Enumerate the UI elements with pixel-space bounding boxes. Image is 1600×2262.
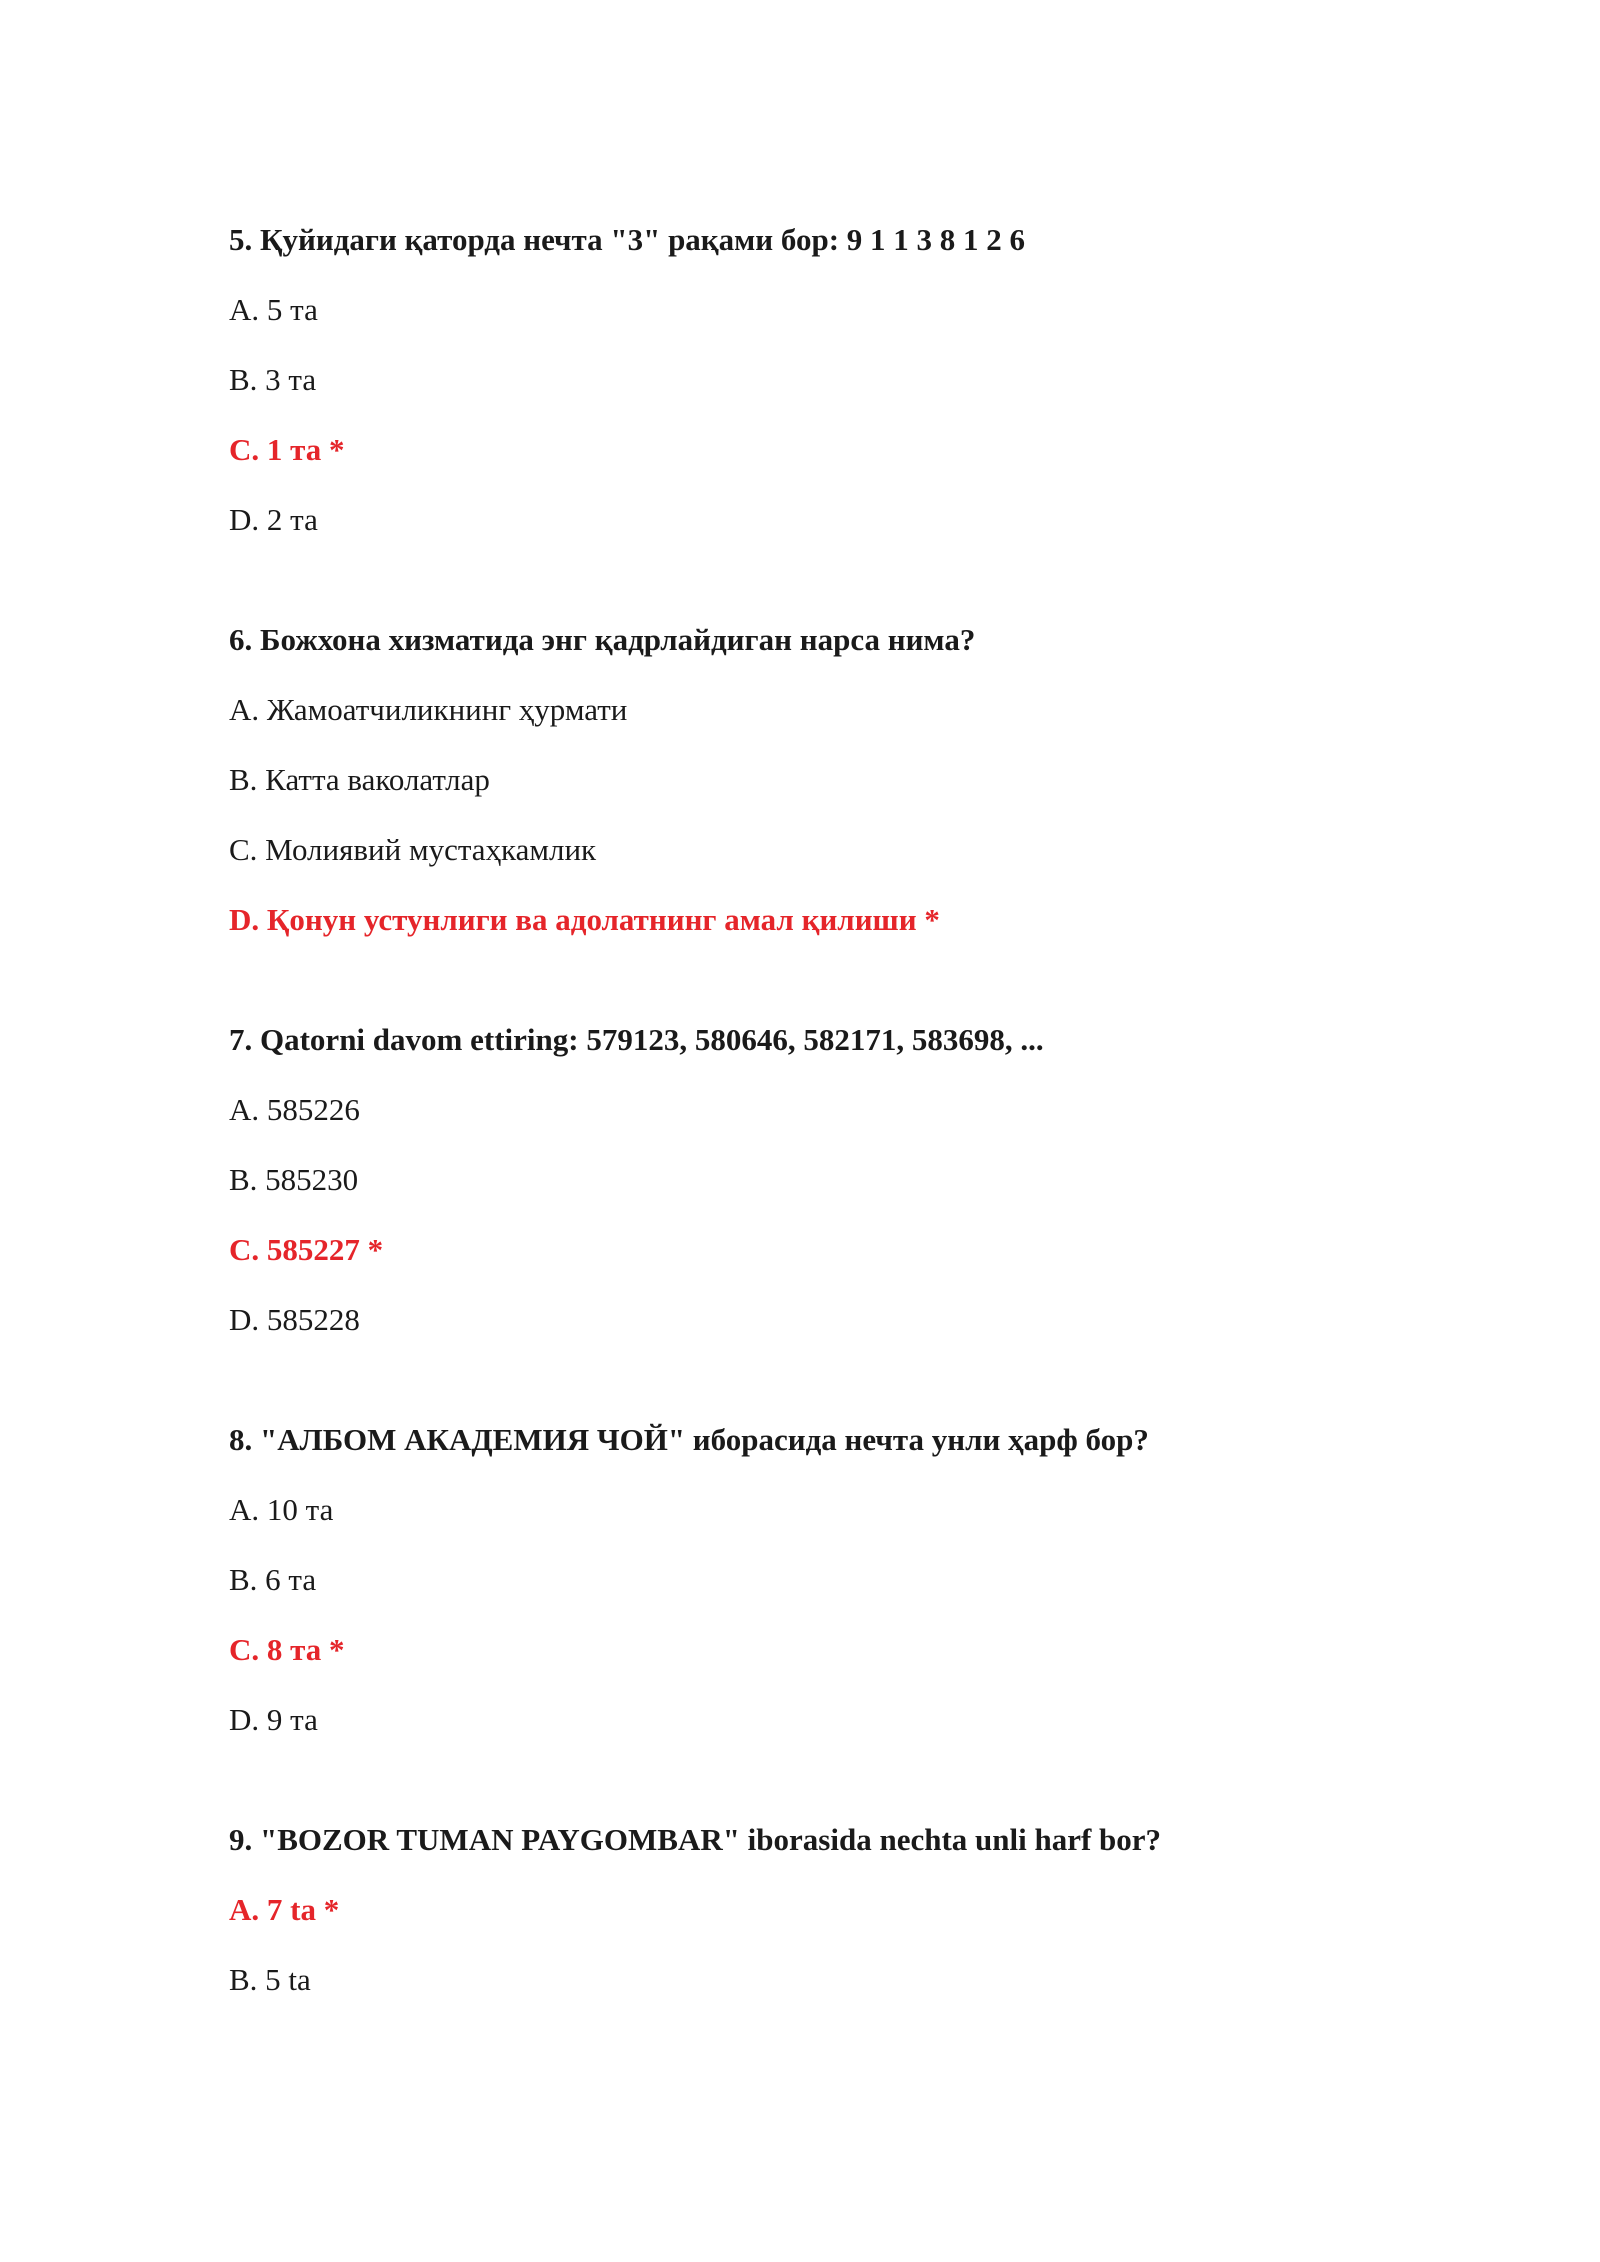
correct-answer-option: C. 585227 * — [229, 1232, 384, 1267]
correct-answer-option: C. 8 та * — [229, 1632, 345, 1667]
answer-option: B. 5 ta — [229, 1962, 311, 1997]
question-block-5 — [229, 220, 1409, 540]
question-text: 8. "АЛБОМ АКАДЕМИЯ ЧОЙ" иборасида нечта унли ҳарф бор? — [229, 1422, 1149, 1457]
answer-option: A. 10 та — [229, 1492, 334, 1527]
answer-option: A. 585226 — [229, 1092, 360, 1127]
question-text: 9. "BOZOR TUMAN PAYGOMBAR" iborasida nechta unli harf bor? — [229, 1822, 1162, 1857]
correct-answer-option: D. Қонун устунлиги ва адолатнинг амал қилиши * — [229, 902, 940, 937]
question-text: 5. Қуйидаги қаторда нечта "3" рақами бор: 9 1 1 3 8 1 2 6 — [229, 222, 1026, 257]
question-block-6 — [229, 620, 1409, 940]
correct-answer-option: A. 7 ta * — [229, 1892, 340, 1927]
answer-option: C. Молиявий мустаҳкамлик — [229, 832, 597, 867]
question-block-8 — [229, 1420, 1409, 1740]
answer-option: B. Катта ваколатлар — [229, 762, 490, 797]
answer-option: B. 3 та — [229, 362, 317, 397]
answer-option: B. 6 та — [229, 1562, 317, 1597]
answer-option: D. 585228 — [229, 1302, 360, 1337]
question-text: 6. Божхона хизматида энг қадрлайдиган нарса нима? — [229, 622, 976, 657]
correct-answer-option: C. 1 та * — [229, 432, 345, 467]
answer-option: D. 9 та — [229, 1702, 318, 1737]
answer-option: B. 585230 — [229, 1162, 359, 1197]
answer-option: A. 5 та — [229, 292, 318, 327]
question-text: 7. Qatorni davom ettiring: 579123, 580646, 582171, 583698, ... — [229, 1022, 1044, 1057]
question-block-7 — [229, 1020, 1409, 1340]
document-page — [229, 220, 1409, 2080]
answer-option: D. 2 та — [229, 502, 318, 537]
answer-option: A. Жамоатчиликнинг ҳурмати — [229, 692, 628, 727]
question-block-9 — [229, 1820, 1409, 2000]
